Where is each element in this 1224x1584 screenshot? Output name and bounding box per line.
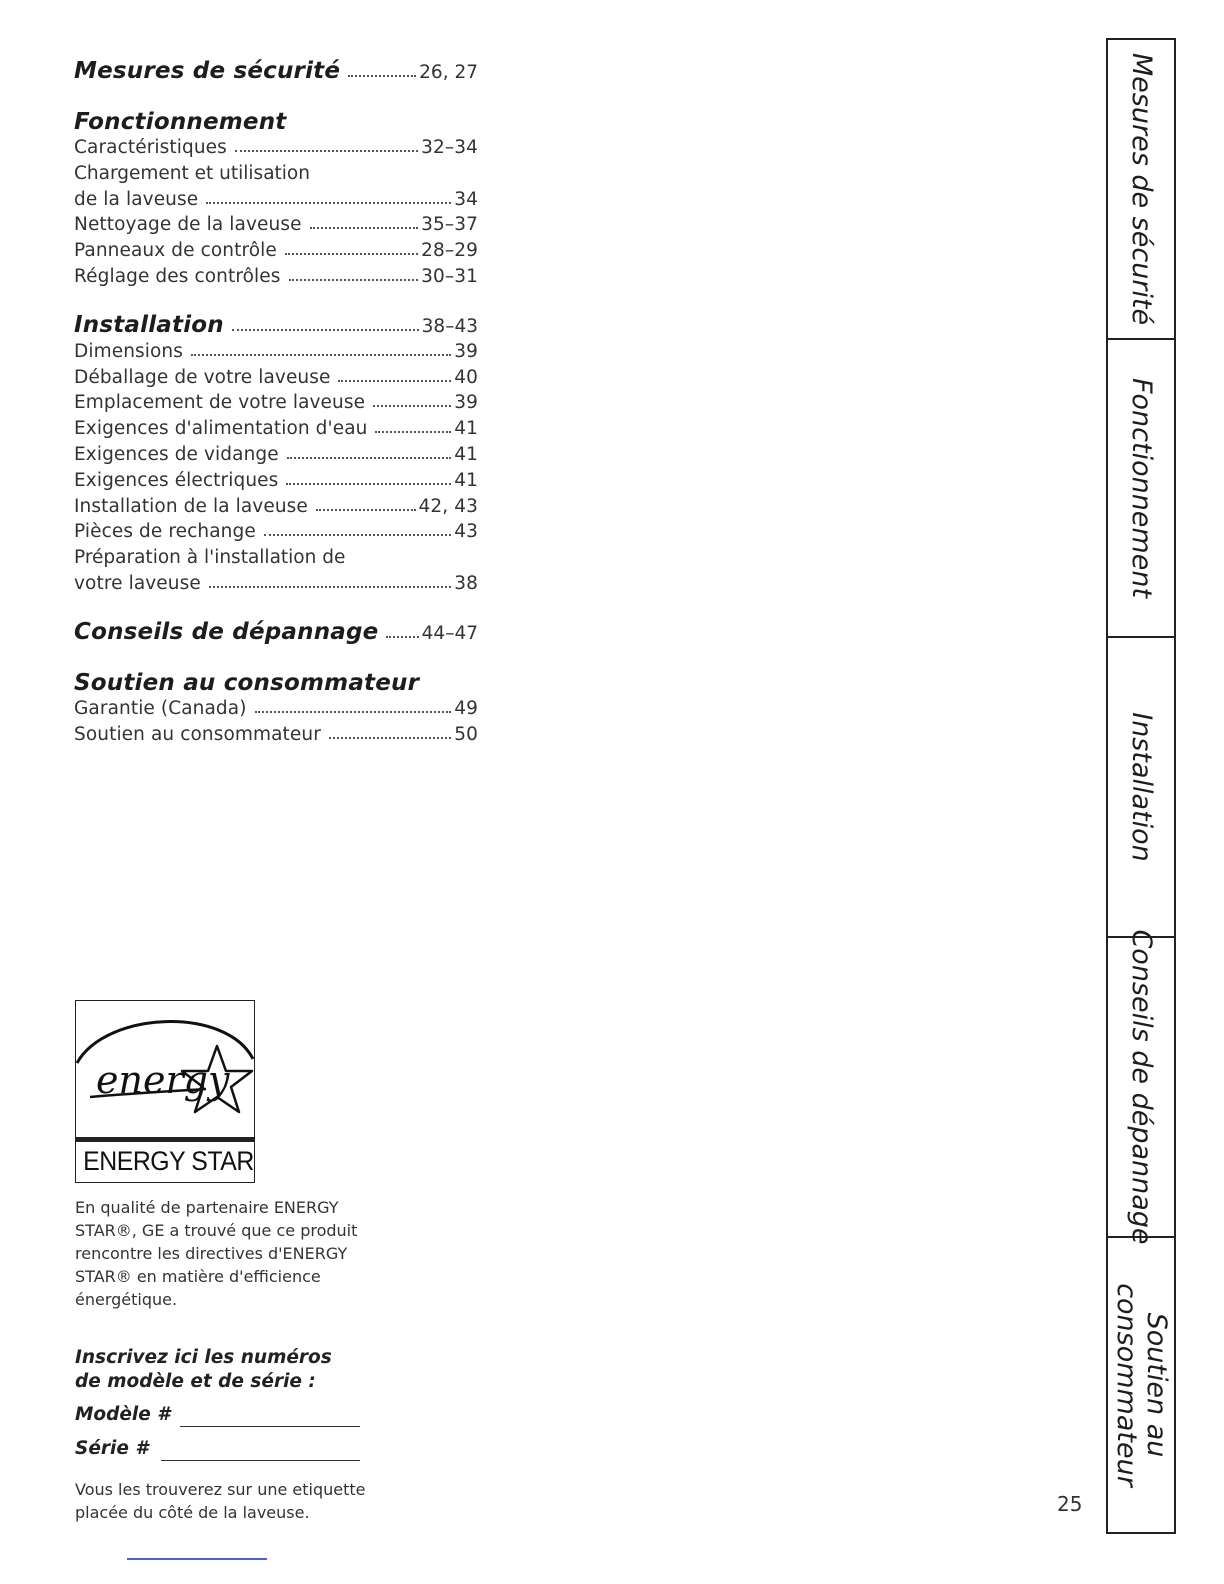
- leader-dots: [235, 150, 418, 152]
- toc-entry-label: Caractéristiques: [74, 137, 227, 158]
- toc-entry-label: Préparation à l'installation de: [74, 547, 346, 569]
- toc-entry-label: Nettoyage de la laveuse: [74, 214, 302, 236]
- toc-section-securite[interactable]: [74, 58, 478, 85]
- label-location-note: Vous les trouverez sur une etiquette placée du côté de la laveuse.: [75, 1480, 366, 1522]
- leader-dots: [310, 227, 419, 229]
- leader-dots: [386, 636, 418, 638]
- logo-divider: [76, 1137, 254, 1142]
- toc-section-title: Soutien au consommateur: [74, 669, 420, 696]
- leader-dots: [206, 202, 451, 204]
- tab-label: Conseils de dépannage: [1126, 929, 1157, 1245]
- toc-entry-label: Réglage des contrôles: [74, 265, 281, 287]
- toc-entry[interactable]: [74, 238, 478, 264]
- toc-entry-pages: 38: [454, 572, 478, 594]
- table-of-contents: [74, 58, 478, 747]
- toc-section-title: Installation: [74, 311, 224, 338]
- toc-entry[interactable]: [74, 494, 478, 520]
- toc-entry-label: Installation de la laveuse: [74, 495, 308, 517]
- tab-soutien-au-consommateur[interactable]: [1108, 1238, 1174, 1532]
- toc-entry-label: Chargement et utilisation: [74, 162, 310, 184]
- toc-entry[interactable]: [74, 571, 478, 597]
- toc-entry-pages: 39: [454, 340, 478, 362]
- toc-section-title: Fonctionnement: [74, 109, 287, 135]
- energy-star-wordmark: ENERGY STAR: [83, 1146, 254, 1176]
- toc-entry-label: Exigences de vidange: [74, 443, 279, 465]
- toc-entry-pages: 50: [454, 723, 478, 745]
- serial-blank-line[interactable]: [161, 1460, 360, 1461]
- leader-dots: [348, 75, 416, 77]
- leader-dots: [329, 737, 451, 739]
- toc-entry-label: Dimensions: [74, 340, 183, 362]
- toc-section-pages: 26, 27: [419, 62, 478, 83]
- toc-entry-pages: 28–29: [421, 240, 478, 262]
- toc-entry-pages: 41: [454, 418, 478, 440]
- toc-entry[interactable]: [74, 365, 478, 391]
- toc-section-pages: 38–43: [421, 315, 478, 337]
- toc-section-soutien: [74, 670, 478, 696]
- leader-dots: [338, 380, 451, 382]
- leader-dots: [255, 711, 452, 713]
- toc-section-title: Mesures de sécurité: [74, 58, 341, 84]
- toc-entry-label: Pièces de rechange: [74, 521, 256, 543]
- toc-entry[interactable]: [74, 264, 478, 290]
- leader-dots: [287, 457, 452, 459]
- toc-entry[interactable]: [74, 519, 478, 545]
- toc-entry[interactable]: [74, 212, 478, 238]
- toc-section-title: Conseils de dépannage: [74, 618, 379, 645]
- tab-label: Installation: [1126, 712, 1157, 862]
- leader-dots: [373, 405, 451, 407]
- leader-dots: [191, 354, 451, 356]
- footer-rule: [127, 1558, 267, 1560]
- toc-entry[interactable]: [74, 135, 478, 161]
- toc-entry-label: Exigences électriques: [74, 469, 279, 491]
- toc-entry-pages: 43: [454, 521, 478, 543]
- tab-mesures-de-securite[interactable]: [1108, 40, 1174, 340]
- tab-label: Soutien au consommateur: [1111, 1283, 1172, 1487]
- tab-fonctionnement[interactable]: [1108, 340, 1174, 638]
- toc-entry-label: Garantie (Canada): [74, 697, 247, 719]
- toc-entry[interactable]: [74, 696, 478, 722]
- energy-script: energy: [96, 1058, 230, 1102]
- leader-dots: [209, 586, 451, 588]
- leader-dots: [264, 534, 451, 536]
- toc-entry[interactable]: [74, 339, 478, 365]
- toc-entry-pages: 41: [454, 443, 478, 465]
- serial-field[interactable]: [75, 1438, 360, 1459]
- toc-entry[interactable]: [74, 390, 478, 416]
- leader-dots: [289, 279, 419, 281]
- register-title: Inscrivez ici les numéros de modèle et de série :: [75, 1347, 332, 1392]
- tab-installation[interactable]: [1108, 638, 1174, 938]
- toc-entry-label: votre laveuse: [74, 572, 201, 594]
- toc-entry-label: Soutien au consommateur: [74, 723, 321, 745]
- leader-dots: [285, 253, 418, 255]
- serial-label: Série #: [75, 1438, 149, 1459]
- model-field[interactable]: [75, 1404, 360, 1425]
- energy-star-logo: [75, 1000, 255, 1183]
- tab-label: Mesures de sécurité: [1126, 52, 1157, 326]
- page-number: 25: [1057, 1492, 1083, 1516]
- toc-entry[interactable]: [74, 468, 478, 494]
- toc-entry[interactable]: [74, 187, 478, 213]
- leader-dots: [375, 431, 451, 433]
- tab-conseils-de-depannage[interactable]: [1108, 929, 1174, 1245]
- toc-section-fonctionnement: [74, 109, 478, 135]
- side-tabs: [1106, 38, 1176, 1534]
- leader-dots: [316, 509, 416, 511]
- toc-entry-label: Emplacement de votre laveuse: [74, 392, 366, 414]
- toc-entry-pages: 39: [454, 392, 478, 414]
- model-label: Modèle #: [75, 1404, 171, 1425]
- toc-entry[interactable]: [74, 442, 478, 468]
- toc-entry-pages: 35–37: [421, 214, 478, 236]
- tab-label: Fonctionnement: [1126, 377, 1157, 599]
- toc-section-installation[interactable]: [74, 312, 478, 339]
- toc-entry-pages: 49: [454, 697, 478, 719]
- toc-section-pages: 44–47: [421, 622, 478, 644]
- leader-dots: [286, 483, 451, 485]
- energy-star-emblem-icon: [76, 1001, 254, 1137]
- toc-entry-pages: 30–31: [421, 265, 478, 287]
- toc-entry-label: Panneaux de contrôle: [74, 240, 277, 262]
- toc-entry-pages: 34: [454, 188, 478, 210]
- leader-dots: [232, 329, 419, 331]
- toc-entry-pages: 32–34: [421, 137, 478, 158]
- toc-entry-label: Exigences d'alimentation d'eau: [74, 418, 368, 440]
- toc-section-depannage[interactable]: [74, 619, 478, 646]
- model-blank-line[interactable]: [180, 1426, 360, 1427]
- toc-entry-pages: 41: [454, 469, 478, 491]
- energy-star-note: En qualité de partenaire ENERGY STAR®, GE a trouvé que ce produit rencontre les directives d'ENERGY STAR® en matière d'efficience énergétique.: [75, 1198, 358, 1309]
- toc-entry-pages: 42, 43: [418, 495, 478, 517]
- toc-entry-pages: 40: [454, 366, 478, 388]
- toc-entry-label: de la laveuse: [74, 188, 199, 210]
- toc-entry-label: Déballage de votre laveuse: [74, 366, 331, 388]
- toc-entry[interactable]: [74, 416, 478, 442]
- toc-entry[interactable]: [74, 722, 478, 748]
